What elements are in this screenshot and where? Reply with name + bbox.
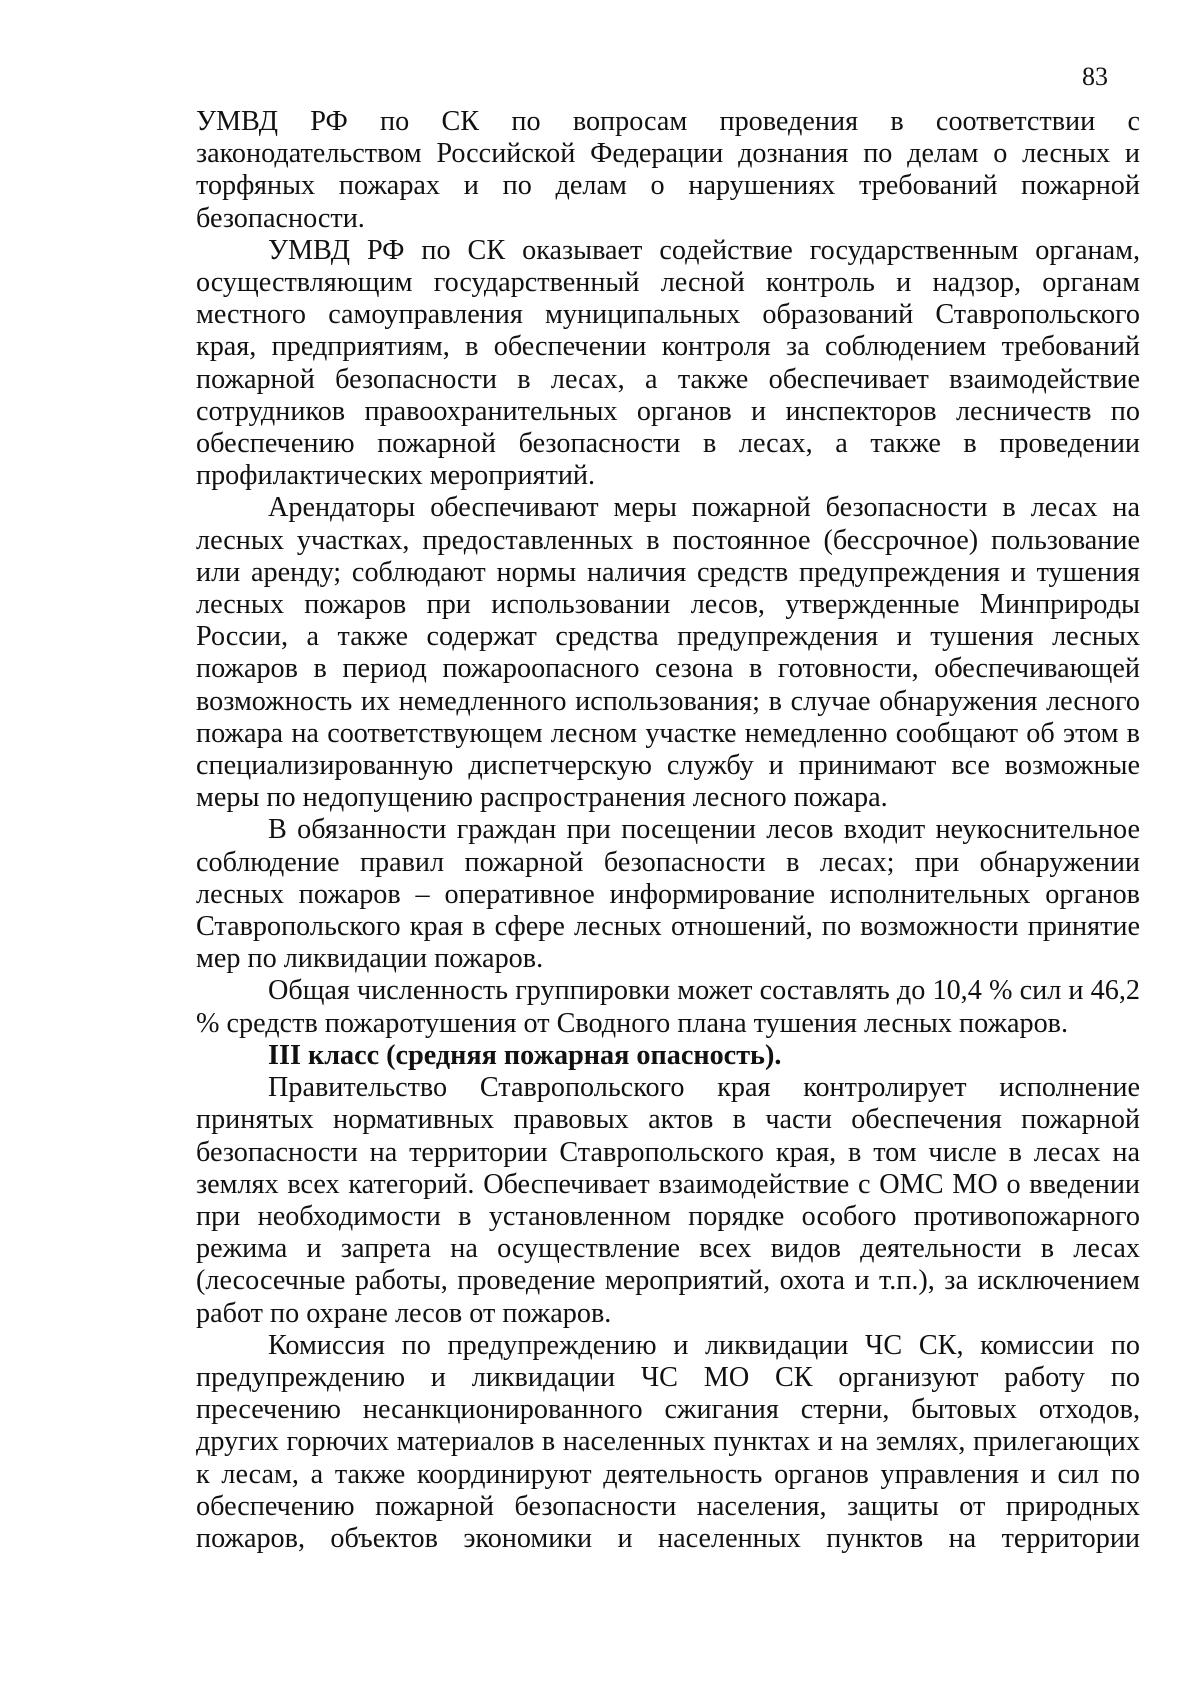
- paragraph-tenants-duties: Арендаторы обеспечивают меры пожарной безопасности в лесах на лесных участках, предоставленных в постоянное (бессрочное) пользование или аренду; соблюдают нормы наличия средств предупреждения и тушения лесных пожаров при использовании лесов, утвержденные Минприроды России, а также содержат средства предупреждения и тушения лесных пожаров в период пожароопасного сезона в готовности, обеспечивающей возможность их немедленного использования; в случае обнаружения лесного пожара на соответствующем лесном участке немедленно сообщают об этом в специализированную диспетчерскую службу и принимают все возможные меры по недопущению распространения лесного пожара.: [196, 492, 1140, 814]
- paragraph-umvd-inquiry: УМВД РФ по СК по вопросам проведения в соответствии с законодательством Российской Федерации дознания по делам о лесных и торфяных пожарах и по делам о нарушениях требований пожарной безопасности.: [196, 106, 1140, 234]
- paragraph-umvd-assistance: УМВД РФ по СК оказывает содействие государственным органам, осуществляющим государственный лесной контроль и надзор, органам местного самоуправления муниципальных образований Ставропольского края, предприятиям, в обеспечении контроля за соблюдением требований пожарной безопасности в лесах, а также обеспечивает взаимодействие сотрудников правоохранительных органов и инспекторов лесничеств по обеспечению пожарной безопасности в лесах, а также в проведении профилактических мероприятий.: [196, 234, 1140, 492]
- paragraph-group-strength: Общая численность группировки может составлять до 10,4 % сил и 46,2 % средств пожаротушения от Сводного плана тушения лесных пожаров.: [196, 975, 1140, 1039]
- section-heading-class-3: III класс (средняя пожарная опасность).: [268, 1039, 782, 1071]
- document-body: [196, 106, 1140, 1555]
- page-number: 83: [1082, 62, 1108, 91]
- paragraph-emergency-commission: Комиссия по предупреждению и ликвидации ЧС СК, комиссии по предупреждению и ликвидации ЧС МО СК организуют работу по пресечению несанкционированного сжигания стерни, бытовых отходов, других горючих материалов в населенных пунктах и на землях, прилегающих к лесам, а также координируют деятельность органов управления и сил по обеспечению пожарной безопасности населения, защиты от природных пожаров, объектов экономики и населенных пунктов на территории: [196, 1329, 1140, 1554]
- paragraph-citizens-duties: В обязанности граждан при посещении лесов входит неукоснительное соблюдение правил пожарной безопасности в лесах; при обнаружении лесных пожаров – оперативное информирование исполнительных органов Ставропольского края в сфере лесных отношений, по возможности принятие мер по ликвидации пожаров.: [196, 814, 1140, 975]
- paragraph-government-control: Правительство Ставропольского края контролирует исполнение принятых нормативных правовых актов в части обеспечения пожарной безопасности на территории Ставропольского края, в том числе в лесах на землях всех категорий. Обеспечивает взаимодействие с ОМС МО о введении при необходимости в установленном порядке особого противопожарного режима и запрета на осуществление всех видов деятельности в лесах (лесосечные работы, проведение мероприятий, охота и т.п.), за исключением работ по охране лесов от пожаров.: [196, 1072, 1140, 1329]
